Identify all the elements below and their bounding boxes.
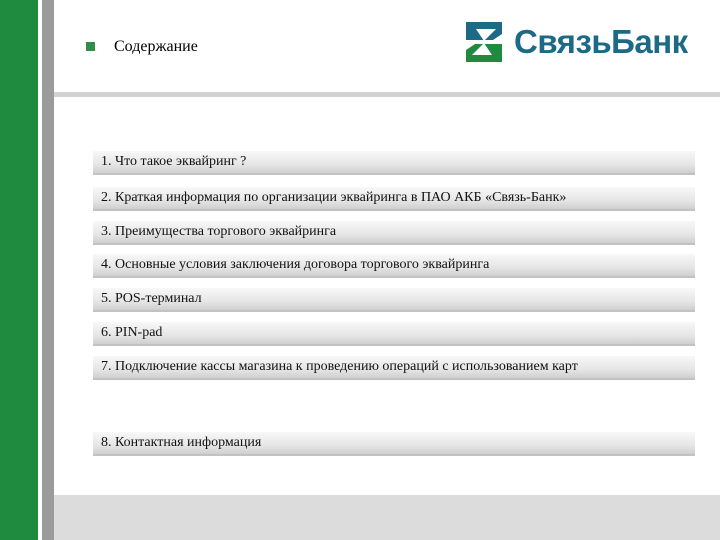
s-logo-icon (462, 20, 506, 64)
bank-logo (462, 20, 688, 64)
toc-item-2[interactable]: 2. Краткая информация по организации эквайринга в ПАО АКБ «Связь-Банк» (93, 187, 695, 211)
title-bullet-icon (86, 42, 95, 51)
toc-item-4[interactable]: 4. Основные условия заключения договора торгового эквайринга (93, 254, 695, 278)
header-divider (54, 92, 720, 97)
toc-item-5[interactable]: 5. POS-терминал (93, 288, 695, 312)
toc-item-3[interactable]: 3. Преимущества торгового эквайринга (93, 221, 695, 245)
footer-band (54, 495, 720, 540)
toc-item-8[interactable]: 8. Контактная информация (93, 432, 695, 456)
page-title: Содержание (114, 38, 198, 55)
toc-item-6[interactable]: 6. PIN-pad (93, 322, 695, 346)
toc-item-1[interactable]: 1. Что такое эквайринг ? (93, 151, 695, 175)
left-green-stripe (0, 0, 38, 540)
toc-item-7[interactable]: 7. Подключение кассы магазина к проведению операций с использованием карт (93, 356, 695, 380)
left-gray-stripe (42, 0, 54, 540)
logo-text: СвязьБанк (514, 23, 688, 60)
